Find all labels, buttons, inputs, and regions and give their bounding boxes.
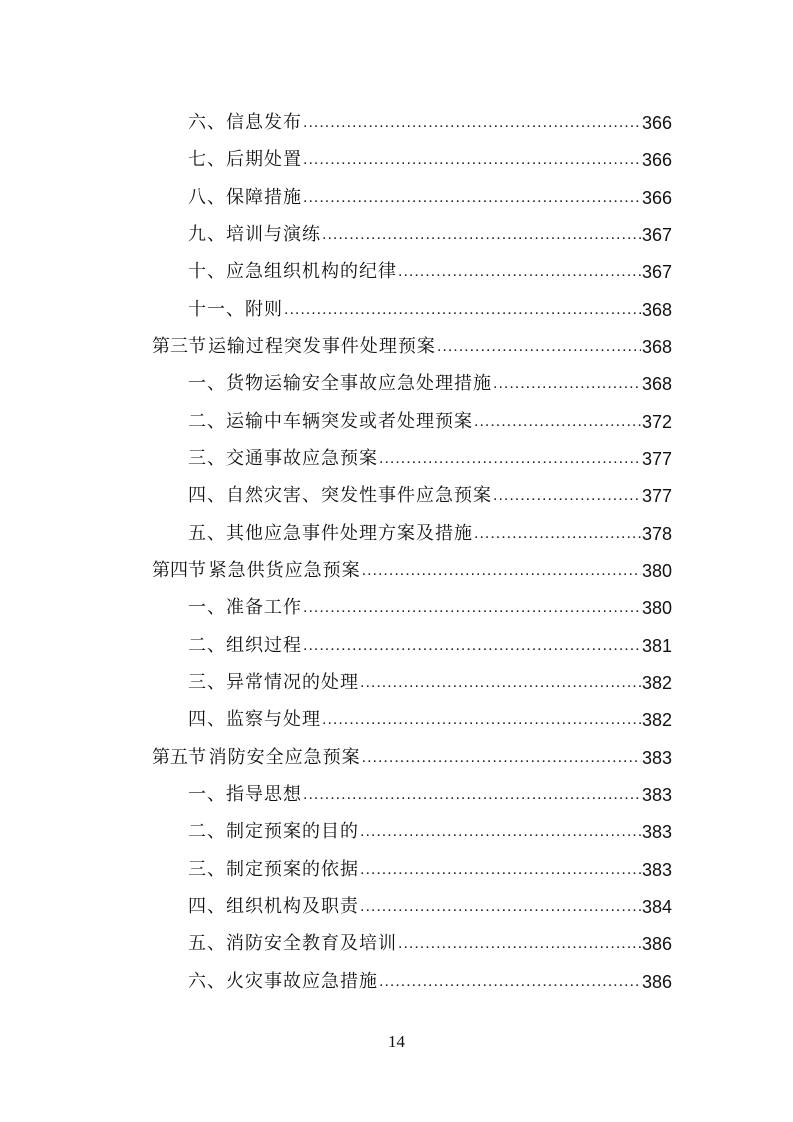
- leader-dots: [379, 971, 641, 993]
- toc-entry[interactable]: [188, 477, 672, 507]
- leader-dots: [303, 635, 641, 657]
- toc-entry[interactable]: [188, 813, 672, 843]
- toc-entry-title: 十一、附则: [188, 299, 283, 320]
- leader-dots: [303, 112, 641, 134]
- leader-dots: [362, 560, 641, 582]
- toc-entry-title: 五、消防安全教育及培训: [188, 933, 397, 954]
- toc-entry[interactable]: [188, 253, 672, 283]
- toc-entry-page: 382: [641, 673, 672, 693]
- toc-entry-page: 381: [641, 636, 672, 656]
- toc-entry-title: 四、组织机构及职责: [188, 896, 359, 917]
- leader-dots: [474, 523, 641, 545]
- toc-entry[interactable]: [188, 776, 672, 806]
- toc-entry[interactable]: [188, 627, 672, 657]
- toc-entry-title: 消防安全应急预案: [208, 747, 361, 768]
- toc-entry-title: 六、信息发布: [188, 112, 302, 133]
- toc-entry[interactable]: [188, 701, 672, 731]
- toc-section-number: 第三节: [152, 336, 206, 357]
- toc-entry[interactable]: [188, 589, 672, 619]
- toc-entry-page: 367: [641, 262, 672, 282]
- toc-entry-title: 一、指导思想: [188, 784, 302, 805]
- leader-dots: [493, 373, 641, 395]
- toc-entry-page: 383: [641, 860, 672, 880]
- page-number: 14: [388, 1032, 405, 1051]
- toc-entry-page: 386: [641, 972, 672, 992]
- leader-dots: [303, 784, 641, 806]
- toc-entry-page: 377: [641, 449, 672, 469]
- toc-entry-title: 紧急供货应急预案: [208, 560, 361, 581]
- toc-entry[interactable]: [188, 403, 672, 433]
- leader-dots: [493, 485, 641, 507]
- toc-entry[interactable]: [188, 963, 672, 993]
- toc-entry-title: 四、监察与处理: [188, 709, 321, 730]
- toc-entry-title: 九、培训与演练: [188, 224, 321, 245]
- toc-entry-page: 368: [641, 374, 672, 394]
- toc-entry-title: 十、应急组织机构的纪律: [188, 261, 397, 282]
- leader-dots: [360, 821, 641, 843]
- toc-entry[interactable]: [188, 104, 672, 134]
- toc-entry-title: 三、制定预案的依据: [188, 859, 359, 880]
- toc-entry-page: 383: [641, 785, 672, 805]
- toc-entry-page: 383: [641, 822, 672, 842]
- toc-entry-title: 八、保障措施: [188, 187, 302, 208]
- toc-entry[interactable]: [188, 925, 672, 955]
- leader-dots: [322, 709, 641, 731]
- toc-entry-page: 378: [641, 524, 672, 544]
- toc-entry-title: 一、货物运输安全事故应急处理措施: [188, 373, 492, 394]
- toc-entry-page: 368: [641, 300, 672, 320]
- toc-entry[interactable]: [188, 291, 672, 321]
- toc-entry[interactable]: [188, 664, 672, 694]
- leader-dots: [322, 224, 641, 246]
- toc-entry-page: 377: [641, 486, 672, 506]
- leader-dots: [303, 149, 641, 171]
- toc-entry-page: 380: [641, 598, 672, 618]
- toc-entry[interactable]: [188, 440, 672, 470]
- toc-entry[interactable]: [188, 851, 672, 881]
- toc-entry-page: 367: [641, 225, 672, 245]
- leader-dots: [360, 859, 641, 881]
- toc-entry-title: 二、运输中车辆突发或者处理预案: [188, 411, 473, 432]
- toc-entry-title: 一、准备工作: [188, 597, 302, 618]
- leader-dots: [362, 747, 641, 769]
- toc-entry-title: 四、自然灾害、突发性事件应急预案: [188, 485, 492, 506]
- toc-entry-page: 383: [641, 748, 672, 768]
- toc-section-entry[interactable]: [152, 328, 672, 358]
- leader-dots: [437, 336, 641, 358]
- toc-entry-title: 六、火灾事故应急措施: [188, 971, 378, 992]
- toc-entry-page: 366: [641, 188, 672, 208]
- leader-dots: [379, 448, 641, 470]
- toc-entry-page: 384: [641, 897, 672, 917]
- leader-dots: [303, 597, 641, 619]
- toc-entry-page: 380: [641, 561, 672, 581]
- toc-entry[interactable]: [188, 141, 672, 171]
- toc-entry-title: 三、交通事故应急预案: [188, 448, 378, 469]
- leader-dots: [398, 261, 641, 283]
- toc-entry-title: 五、其他应急事件处理方案及措施: [188, 523, 473, 544]
- toc-entry[interactable]: [188, 515, 672, 545]
- leader-dots: [474, 411, 641, 433]
- toc-entry-page: 382: [641, 710, 672, 730]
- toc-section-number: 第四节: [152, 560, 206, 581]
- toc-entry-page: 372: [641, 412, 672, 432]
- leader-dots: [360, 672, 641, 694]
- leader-dots: [284, 299, 641, 321]
- toc-entry-title: 二、组织过程: [188, 635, 302, 656]
- toc-entry-title: 七、后期处置: [188, 149, 302, 170]
- toc-entry-page: 386: [641, 934, 672, 954]
- toc-entry-page: 368: [641, 337, 672, 357]
- toc-entry[interactable]: [188, 888, 672, 918]
- toc-entry-page: 366: [641, 113, 672, 133]
- toc-section-entry[interactable]: [152, 739, 672, 769]
- toc-entry-page: 366: [641, 150, 672, 170]
- toc-entry[interactable]: [188, 365, 672, 395]
- leader-dots: [398, 933, 641, 955]
- toc-section-number: 第五节: [152, 747, 206, 768]
- toc-entry-title: 三、异常情况的处理: [188, 672, 359, 693]
- leader-dots: [360, 896, 641, 918]
- toc-entry-title: 运输过程突发事件处理预案: [207, 336, 436, 357]
- toc-entry[interactable]: [188, 216, 672, 246]
- leader-dots: [303, 187, 641, 209]
- toc-entry-title: 二、制定预案的目的: [188, 821, 359, 842]
- toc-entry[interactable]: [188, 179, 672, 209]
- toc-section-entry[interactable]: [152, 552, 672, 582]
